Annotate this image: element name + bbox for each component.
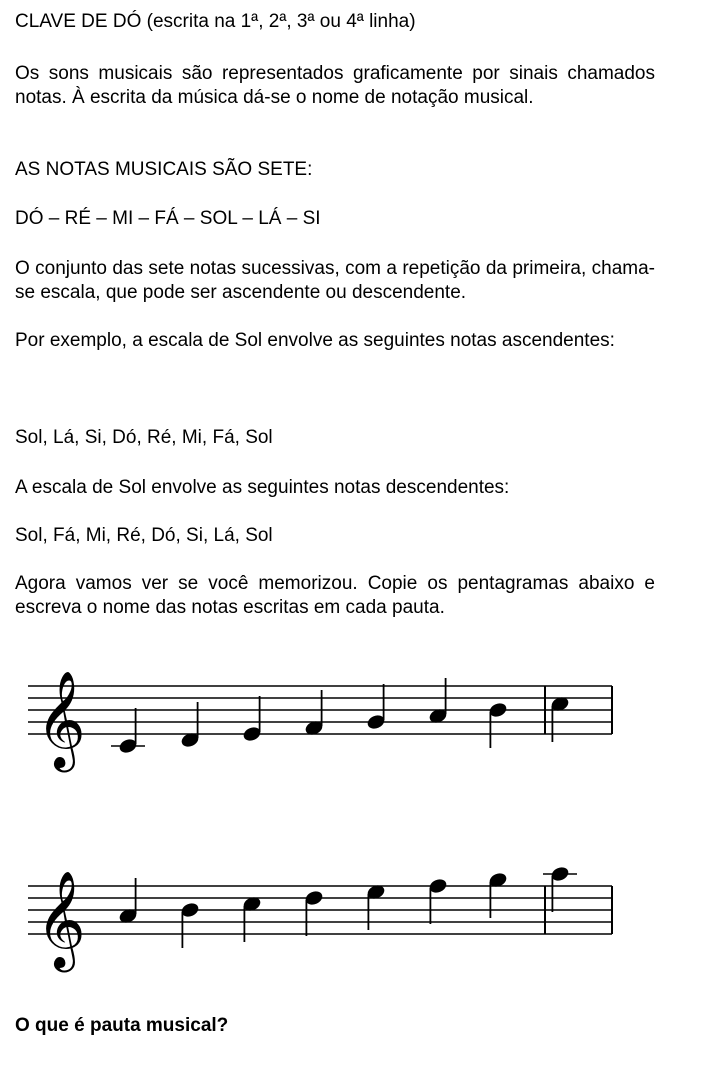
ascending-notes: Sol, Lá, Si, Dó, Ré, Mi, Fá, Sol — [15, 427, 273, 448]
treble-clef-icon: 𝄞 — [36, 670, 86, 768]
music-staff-2 — [0, 840, 716, 990]
notes-subheading: AS NOTAS MUSICAIS SÃO SETE: — [15, 159, 313, 180]
clef-title: CLAVE DE DÓ (escrita na 1ª, 2ª, 3ª ou 4ª linha) — [15, 11, 416, 32]
treble-clef-icon: 𝄞 — [36, 870, 86, 968]
scale-paragraph: O conjunto das sete notas sucessivas, com a repetição da primeira, chama-se escala, que pode ser ascendente ou descendente. — [15, 258, 655, 303]
notes-list: DÓ – RÉ – MI – FÁ – SOL – LÁ – SI — [15, 208, 321, 229]
music-staff-1 — [0, 640, 716, 790]
descending-intro: A escala de Sol envolve as seguintes notas descendentes: — [15, 477, 510, 498]
intro-paragraph: Os sons musicais são representados graficamente por sinais chamados notas. À escrita da música dá-se o nome de notação musical. — [15, 63, 655, 108]
pauta-question: O que é pauta musical? — [15, 1015, 229, 1036]
exercise-instructions: Agora vamos ver se você memorizou. Copie os pentagramas abaixo e escreva o nome das notas escritas em cada pauta. — [15, 573, 655, 618]
descending-notes: Sol, Fá, Mi, Ré, Dó, Si, Lá, Sol — [15, 525, 273, 546]
example-paragraph: Por exemplo, a escala de Sol envolve as seguintes notas ascendentes: — [15, 330, 615, 351]
